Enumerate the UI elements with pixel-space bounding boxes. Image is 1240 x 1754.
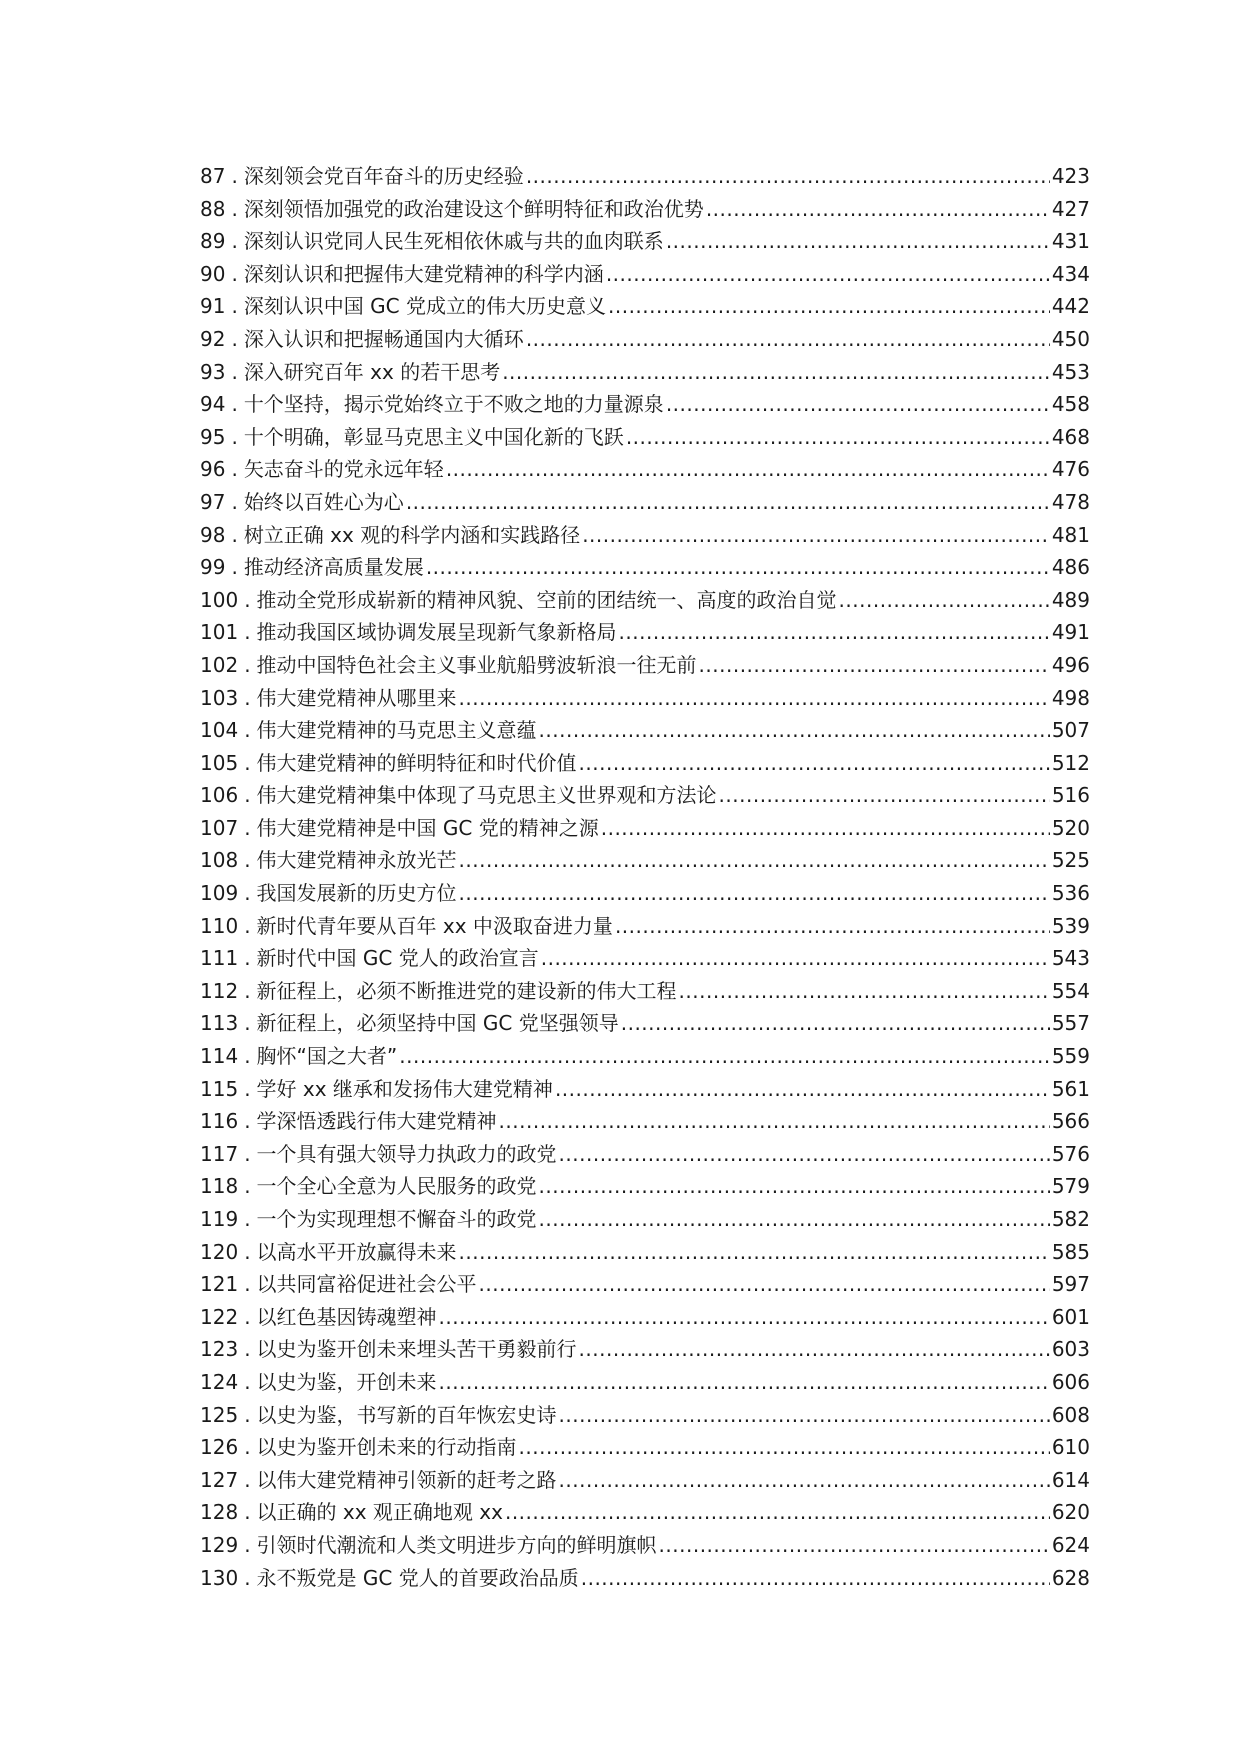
dot-leader xyxy=(399,1040,1050,1073)
entry-separator: . xyxy=(231,457,238,482)
entry-page-number: 489 xyxy=(1051,587,1090,612)
entry-separator: . xyxy=(244,1076,251,1101)
toc-entry[interactable] xyxy=(200,1562,1090,1595)
entry-page-number: 557 xyxy=(1051,1011,1090,1036)
entry-separator: . xyxy=(244,1272,251,1297)
entry-number: 109 xyxy=(200,881,239,906)
entry-separator: . xyxy=(231,555,238,580)
entry-page-number: 496 xyxy=(1051,652,1090,677)
entry-title: 深刻认识和把握伟大建党精神的科学内涵 xyxy=(243,261,604,286)
entry-number: 93 xyxy=(200,359,226,384)
entry-page-number: 478 xyxy=(1051,489,1090,514)
toc-entry[interactable] xyxy=(200,1203,1090,1236)
entry-title: 以红色基因铸魂塑神 xyxy=(256,1304,437,1329)
entry-number: 100 xyxy=(200,587,239,612)
entry-title: 始终以百姓心为心 xyxy=(243,489,404,514)
entry-number: 115 xyxy=(200,1076,239,1101)
dot-leader xyxy=(539,714,1050,747)
dot-leader xyxy=(541,942,1050,975)
entry-separator: . xyxy=(231,261,238,286)
entry-number: 106 xyxy=(200,783,239,808)
entry-number: 98 xyxy=(200,522,226,547)
entry-separator: . xyxy=(244,685,251,710)
entry-number: 107 xyxy=(200,815,239,840)
entry-number: 94 xyxy=(200,392,226,417)
entry-number: 89 xyxy=(200,229,226,254)
entry-number: 130 xyxy=(200,1565,239,1590)
dot-leader xyxy=(579,747,1050,780)
toc-entry[interactable] xyxy=(200,1073,1090,1106)
entry-number: 95 xyxy=(200,424,226,449)
entry-page-number: 431 xyxy=(1051,229,1090,254)
entry-separator: . xyxy=(244,587,251,612)
toc-entry[interactable] xyxy=(200,1040,1090,1073)
entry-page-number: 520 xyxy=(1051,815,1090,840)
toc-entry[interactable] xyxy=(200,1333,1090,1366)
entry-title: 一个全心全意为人民服务的政党 xyxy=(256,1174,537,1199)
entry-title: 以伟大建党精神引领新的赶考之路 xyxy=(256,1467,557,1492)
dot-leader xyxy=(459,844,1050,877)
entry-page-number: 620 xyxy=(1051,1500,1090,1525)
entry-page-number: 481 xyxy=(1051,522,1090,547)
entry-page-number: 614 xyxy=(1051,1467,1090,1492)
entry-title: 伟大建党精神是中国 GC 党的精神之源 xyxy=(256,815,599,840)
dot-leader xyxy=(526,160,1050,193)
entry-title: 以史为鉴开创未来的行动指南 xyxy=(256,1435,517,1460)
toc-entry[interactable] xyxy=(200,421,1090,454)
dot-leader xyxy=(539,1203,1050,1236)
entry-title: 以共同富裕促进社会公平 xyxy=(256,1272,477,1297)
dot-leader xyxy=(699,649,1050,682)
dot-leader xyxy=(439,1301,1050,1334)
entry-number: 87 xyxy=(200,164,226,188)
entry-page-number: 507 xyxy=(1051,718,1090,743)
entry-separator: . xyxy=(244,1239,251,1264)
entry-number: 117 xyxy=(200,1141,239,1166)
entry-number: 105 xyxy=(200,750,239,775)
entry-number: 92 xyxy=(200,326,226,351)
entry-separator: . xyxy=(231,424,238,449)
entry-number: 122 xyxy=(200,1304,239,1329)
entry-title: 学好 xx 继承和发扬伟大建党精神 xyxy=(256,1076,553,1101)
entry-number: 88 xyxy=(200,196,226,221)
entry-title: 伟大建党精神从哪里来 xyxy=(256,685,457,710)
entry-page-number: 576 xyxy=(1051,1141,1090,1166)
toc-entry[interactable] xyxy=(200,877,1090,910)
entry-page-number: 453 xyxy=(1051,359,1090,384)
entry-separator: . xyxy=(244,1369,251,1394)
dot-leader xyxy=(666,388,1050,421)
entry-number: 127 xyxy=(200,1467,239,1492)
dot-leader xyxy=(459,1236,1050,1269)
entry-separator: . xyxy=(244,946,251,971)
entry-title: 胸怀“国之大者” xyxy=(256,1044,398,1069)
dot-leader xyxy=(559,1399,1050,1432)
toc-entry[interactable] xyxy=(200,1366,1090,1399)
entry-title: 深入研究百年 xx 的若干思考 xyxy=(243,359,501,384)
entry-title: 十个明确，彰显马克思主义中国化新的飞跃 xyxy=(243,424,624,449)
entry-separator: . xyxy=(244,1337,251,1362)
entry-page-number: 601 xyxy=(1051,1304,1090,1329)
entry-number: 126 xyxy=(200,1435,239,1460)
toc-entry[interactable] xyxy=(200,1236,1090,1269)
entry-separator: . xyxy=(244,1435,251,1460)
entry-title: 伟大建党精神永放光芒 xyxy=(256,848,457,873)
entry-separator: . xyxy=(244,1532,251,1557)
toc-entry[interactable] xyxy=(200,1529,1090,1562)
entry-page-number: 491 xyxy=(1051,620,1090,645)
entry-page-number: 582 xyxy=(1051,1207,1090,1231)
entry-title: 矢志奋斗的党永远年轻 xyxy=(243,457,444,482)
entry-number: 110 xyxy=(200,913,239,938)
entry-title: 学深悟透践行伟大建党精神 xyxy=(256,1109,497,1134)
entry-separator: . xyxy=(231,196,238,221)
toc-entry[interactable] xyxy=(200,812,1090,845)
toc-entry[interactable] xyxy=(200,1007,1090,1040)
entry-title: 推动全党形成崭新的精神风貌、空前的团结统一、高度的政治自觉 xyxy=(256,587,837,612)
entry-number: 102 xyxy=(200,652,239,677)
entry-number: 99 xyxy=(200,555,226,580)
entry-page-number: 608 xyxy=(1051,1402,1090,1427)
dot-leader xyxy=(581,1562,1050,1595)
dot-leader xyxy=(502,356,1050,389)
dot-leader xyxy=(719,779,1050,812)
entry-page-number: 539 xyxy=(1051,913,1090,938)
dot-leader xyxy=(615,910,1050,943)
toc-entry[interactable] xyxy=(200,519,1090,552)
entry-title: 树立正确 xx 观的科学内涵和实践路径 xyxy=(243,522,581,547)
entry-title: 伟大建党精神的马克思主义意蕴 xyxy=(256,718,537,743)
dot-leader xyxy=(426,551,1050,584)
entry-page-number: 476 xyxy=(1051,457,1090,482)
toc-entry[interactable] xyxy=(200,551,1090,584)
toc-entry[interactable] xyxy=(200,290,1090,323)
entry-title: 引领时代潮流和人类文明进步方向的鲜明旗帜 xyxy=(256,1532,657,1557)
entry-number: 124 xyxy=(200,1369,239,1394)
toc-entry[interactable] xyxy=(200,1170,1090,1203)
entry-title: 以史为鉴开创未来埋头苦干勇毅前行 xyxy=(256,1337,577,1362)
dot-leader xyxy=(582,519,1050,552)
entry-title: 深刻领悟加强党的政治建设这个鲜明特征和政治优势 xyxy=(243,196,704,221)
entry-separator: . xyxy=(244,1565,251,1590)
entry-title: 十个坚持，揭示党始终立于不败之地的力量源泉 xyxy=(243,392,664,417)
entry-page-number: 536 xyxy=(1051,881,1090,906)
entry-page-number: 543 xyxy=(1051,946,1090,971)
toc-entry[interactable] xyxy=(200,1301,1090,1334)
dot-leader xyxy=(666,225,1050,258)
entry-title: 新征程上，必须不断推进党的建设新的伟大工程 xyxy=(256,978,677,1003)
entry-number: 119 xyxy=(200,1207,239,1231)
entry-title: 以史为鉴，开创未来 xyxy=(256,1369,437,1394)
entry-page-number: 442 xyxy=(1051,294,1090,319)
dot-leader xyxy=(479,1268,1050,1301)
entry-title: 推动我国区域协调发展呈现新气象新格局 xyxy=(256,620,617,645)
entry-page-number: 427 xyxy=(1051,196,1090,221)
entry-separator: . xyxy=(231,164,238,188)
entry-number: 121 xyxy=(200,1272,239,1297)
entry-title: 一个为实现理想不懈奋斗的政党 xyxy=(256,1207,537,1231)
entry-number: 101 xyxy=(200,620,239,645)
entry-separator: . xyxy=(244,1467,251,1492)
entry-title: 推动经济高质量发展 xyxy=(243,555,424,580)
toc-entry[interactable] xyxy=(200,714,1090,747)
toc-entry[interactable] xyxy=(200,486,1090,519)
entry-page-number: 606 xyxy=(1051,1369,1090,1394)
entry-title: 伟大建党精神的鲜明特征和时代价值 xyxy=(256,750,577,775)
entry-title: 推动中国特色社会主义事业航船劈波斩浪一往无前 xyxy=(256,652,697,677)
entry-number: 97 xyxy=(200,489,226,514)
entry-separator: . xyxy=(244,815,251,840)
entry-separator: . xyxy=(244,783,251,808)
dot-leader xyxy=(559,1464,1050,1497)
dot-leader xyxy=(619,616,1050,649)
entry-page-number: 603 xyxy=(1051,1337,1090,1362)
entry-number: 123 xyxy=(200,1337,239,1362)
toc-entry[interactable] xyxy=(200,1464,1090,1497)
toc-entry[interactable] xyxy=(200,1138,1090,1171)
entry-title: 伟大建党精神集中体现了马克思主义世界观和方法论 xyxy=(256,783,717,808)
toc-entry[interactable] xyxy=(200,388,1090,421)
dot-leader xyxy=(608,290,1050,323)
entry-title: 深刻认识中国 GC 党成立的伟大历史意义 xyxy=(243,294,606,319)
entry-number: 103 xyxy=(200,685,239,710)
entry-separator: . xyxy=(244,1174,251,1199)
entry-page-number: 498 xyxy=(1051,685,1090,710)
dot-leader xyxy=(626,421,1050,454)
entry-page-number: 450 xyxy=(1051,326,1090,351)
entry-page-number: 628 xyxy=(1051,1565,1090,1590)
toc-entry[interactable] xyxy=(200,747,1090,780)
entry-separator: . xyxy=(244,1044,251,1069)
dot-leader xyxy=(555,1073,1050,1106)
entry-page-number: 468 xyxy=(1051,424,1090,449)
entry-separator: . xyxy=(244,913,251,938)
dot-leader xyxy=(679,975,1050,1008)
entry-title: 新征程上，必须坚持中国 GC 党坚强领导 xyxy=(256,1011,619,1036)
dot-leader xyxy=(606,258,1050,291)
entry-number: 118 xyxy=(200,1174,239,1199)
entry-title: 深入认识和把握畅通国内大循环 xyxy=(243,326,524,351)
entry-number: 113 xyxy=(200,1011,239,1036)
entry-page-number: 561 xyxy=(1051,1076,1090,1101)
entry-title: 新时代青年要从百年 xx 中汲取奋进力量 xyxy=(256,913,613,938)
toc-entry[interactable] xyxy=(200,649,1090,682)
entry-number: 96 xyxy=(200,457,226,482)
entry-page-number: 525 xyxy=(1051,848,1090,873)
entry-title: 以正确的 xx 观正确地观 xx xyxy=(256,1500,503,1525)
entry-number: 111 xyxy=(200,946,239,971)
entry-separator: . xyxy=(231,229,238,254)
toc-entry[interactable] xyxy=(200,910,1090,943)
entry-page-number: 458 xyxy=(1051,392,1090,417)
entry-separator: . xyxy=(244,881,251,906)
entry-page-number: 554 xyxy=(1051,978,1090,1003)
entry-separator: . xyxy=(244,620,251,645)
entry-separator: . xyxy=(244,1402,251,1427)
entry-number: 120 xyxy=(200,1239,239,1264)
entry-separator: . xyxy=(231,359,238,384)
entry-separator: . xyxy=(244,718,251,743)
entry-separator: . xyxy=(231,326,238,351)
entry-title: 深刻认识党同人民生死相依休戚与共的血肉联系 xyxy=(243,229,664,254)
toc-entry[interactable] xyxy=(200,323,1090,356)
entry-title: 以史为鉴，书写新的百年恢宏史诗 xyxy=(256,1402,557,1427)
entry-title: 我国发展新的历史方位 xyxy=(256,881,457,906)
entry-title: 永不叛党是 GC 党人的首要政治品质 xyxy=(256,1565,579,1590)
dot-leader xyxy=(526,323,1050,356)
toc-entry[interactable] xyxy=(200,225,1090,258)
entry-separator: . xyxy=(244,750,251,775)
dot-leader xyxy=(459,682,1050,715)
toc-entry[interactable] xyxy=(200,975,1090,1008)
toc-entry[interactable] xyxy=(200,779,1090,812)
entry-page-number: 423 xyxy=(1051,164,1090,188)
entry-page-number: 585 xyxy=(1051,1239,1090,1264)
entry-page-number: 566 xyxy=(1051,1109,1090,1134)
toc-entry[interactable] xyxy=(200,1496,1090,1529)
entry-title: 一个具有强大领导力执政力的政党 xyxy=(256,1141,557,1166)
entry-page-number: 516 xyxy=(1051,783,1090,808)
entry-separator: . xyxy=(231,489,238,514)
entry-title: 深刻领会党百年奋斗的历史经验 xyxy=(243,164,524,188)
entry-page-number: 434 xyxy=(1051,261,1090,286)
entry-separator: . xyxy=(244,652,251,677)
entry-separator: . xyxy=(231,392,238,417)
entry-page-number: 559 xyxy=(1051,1044,1090,1069)
dot-leader xyxy=(505,1496,1050,1529)
dot-leader xyxy=(446,453,1050,486)
entry-number: 116 xyxy=(200,1109,239,1134)
entry-number: 125 xyxy=(200,1402,239,1427)
toc-entry[interactable] xyxy=(200,1399,1090,1432)
entry-separator: . xyxy=(244,1500,251,1525)
entry-separator: . xyxy=(244,848,251,873)
entry-number: 112 xyxy=(200,978,239,1003)
toc-entry[interactable] xyxy=(200,356,1090,389)
entry-page-number: 512 xyxy=(1051,750,1090,775)
entry-page-number: 486 xyxy=(1051,555,1090,580)
entry-page-number: 624 xyxy=(1051,1532,1090,1557)
toc-entry[interactable] xyxy=(200,1105,1090,1138)
dot-leader xyxy=(621,1007,1050,1040)
dot-leader xyxy=(601,812,1050,845)
toc-entry[interactable] xyxy=(200,258,1090,291)
dot-leader xyxy=(519,1431,1050,1464)
entry-separator: . xyxy=(244,1109,251,1134)
dot-leader xyxy=(439,1366,1050,1399)
toc-entry[interactable] xyxy=(200,160,1090,193)
entry-title: 以高水平开放赢得未来 xyxy=(256,1239,457,1264)
toc-entry[interactable] xyxy=(200,682,1090,715)
entry-page-number: 579 xyxy=(1051,1174,1090,1199)
dot-leader xyxy=(499,1105,1050,1138)
dot-leader xyxy=(839,584,1050,617)
entry-title: 新时代中国 GC 党人的政治宣言 xyxy=(256,946,539,971)
entry-number: 104 xyxy=(200,718,239,743)
entry-number: 91 xyxy=(200,294,226,319)
entry-page-number: 610 xyxy=(1051,1435,1090,1460)
toc-entry[interactable] xyxy=(200,193,1090,226)
entry-separator: . xyxy=(231,522,238,547)
dot-leader xyxy=(459,877,1050,910)
dot-leader xyxy=(579,1333,1050,1366)
dot-leader xyxy=(559,1138,1050,1171)
entry-number: 128 xyxy=(200,1500,239,1525)
toc-entry[interactable] xyxy=(200,1268,1090,1301)
table-of-contents xyxy=(200,160,1090,1594)
entry-page-number: 597 xyxy=(1051,1272,1090,1297)
dot-leader xyxy=(406,486,1050,519)
entry-separator: . xyxy=(231,294,238,319)
entry-number: 129 xyxy=(200,1532,239,1557)
entry-separator: . xyxy=(244,1207,251,1231)
entry-number: 108 xyxy=(200,848,239,873)
dot-leader xyxy=(706,193,1050,226)
entry-number: 90 xyxy=(200,261,226,286)
entry-separator: . xyxy=(244,1304,251,1329)
toc-entry[interactable] xyxy=(200,942,1090,975)
dot-leader xyxy=(539,1170,1050,1203)
toc-entry[interactable] xyxy=(200,1431,1090,1464)
toc-entry[interactable] xyxy=(200,616,1090,649)
dot-leader xyxy=(659,1529,1050,1562)
entry-separator: . xyxy=(244,1011,251,1036)
toc-entry[interactable] xyxy=(200,584,1090,617)
toc-entry[interactable] xyxy=(200,844,1090,877)
entry-separator: . xyxy=(244,978,251,1003)
entry-number: 114 xyxy=(200,1044,239,1069)
entry-separator: . xyxy=(244,1141,251,1166)
toc-entry[interactable] xyxy=(200,453,1090,486)
